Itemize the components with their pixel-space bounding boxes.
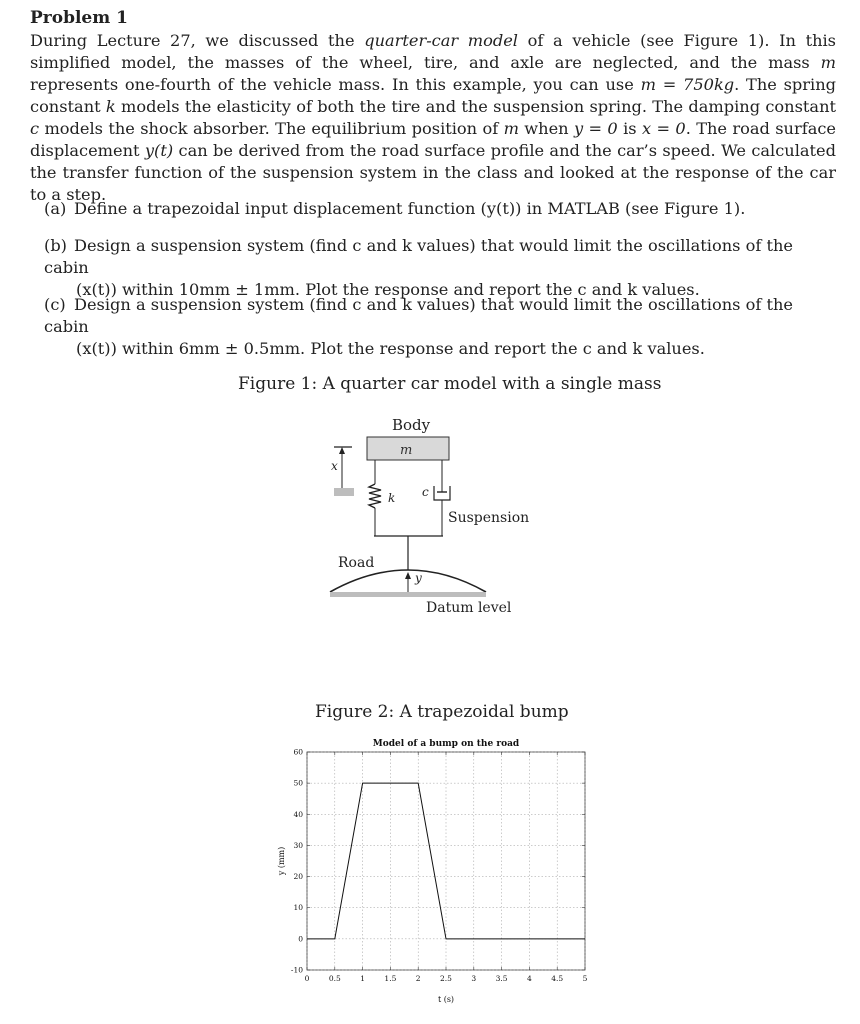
x-tick-label: 3.5 (495, 974, 508, 983)
problem-title: Problem 1 (30, 8, 128, 28)
part-label: (a) (44, 199, 67, 218)
y-tick-label: 40 (293, 809, 303, 819)
x-tick-label: 4.5 (551, 974, 564, 983)
spring-icon (369, 484, 381, 508)
part-a (44, 198, 836, 220)
figure1-caption: Figure 1: A quarter car model with a single mass (238, 374, 662, 394)
x-label: x (331, 459, 338, 473)
quarter-car-diagram (320, 410, 550, 625)
x-tick-label: 1 (360, 974, 365, 983)
c-label: c (422, 485, 429, 499)
y-tick-labels (291, 748, 303, 975)
x-tick-label: 4 (527, 974, 532, 983)
y-label: y (415, 571, 422, 585)
x-tick-label: 5 (582, 974, 588, 983)
y-tick-label: -10 (290, 965, 303, 975)
y-tick-label: 20 (293, 872, 303, 882)
road-label: Road (338, 555, 375, 571)
x-tick-label: 1.5 (384, 974, 397, 983)
bump-chart (270, 730, 600, 1010)
part-b (44, 235, 836, 301)
x-axis-label: t (s) (437, 995, 455, 1004)
x-arrowhead (339, 447, 345, 454)
part-label: (b) (44, 236, 67, 255)
y-tick-label: 60 (293, 747, 303, 757)
k-label: k (388, 491, 396, 505)
x-tick-label: 3 (471, 974, 477, 983)
y-tick-label: 50 (293, 778, 303, 788)
figure2-caption: Figure 2: A trapezoidal bump (315, 702, 569, 722)
part-text: Design a suspension system (find c and k values) that would limit the oscillations of the cabin (44, 295, 793, 336)
chart-title: Model of a bump on the road (372, 739, 520, 749)
problem-intro: During Lecture 27, we discussed the quarter-car model of a vehicle (see Figure 1). In this simplified model, the masses of the wheel, tire, and axle are neglected, and the mass m represents one-fourth of the vehicle mass. In this example, you can use m = 750kg. The spring constant k models the elasticity of both the tire and the suspension spring. The damping constant c models the shock absorber. The equilibrium position of m when y = 0 is x = 0. The road surface displacement y(t) can be derived from the road surface profile and the car’s speed. We calculated the transfer function of the suspension system in the class and looked at the response of the car to a step. (30, 31, 836, 204)
x-tick-label: 0 (304, 974, 310, 983)
body-label: Body (392, 416, 431, 434)
part-text: Design a suspension system (find c and k values) that would limit the oscillations of the cabin (44, 236, 793, 277)
x-tick-labels (305, 974, 588, 983)
part-text-cont: (x(t)) within 10mm ± 1mm. Plot the response and report the c and k values. (76, 280, 700, 299)
mass-label: m (400, 443, 413, 458)
x-ground-block (334, 488, 354, 496)
y-tick-label: 0 (298, 934, 303, 944)
datum-label: Datum level (426, 600, 512, 616)
datum-ground (330, 592, 486, 597)
y-tick-label: 30 (293, 840, 303, 850)
x-tick-label: 2 (415, 974, 421, 983)
suspension-label: Suspension (448, 510, 530, 526)
part-text: Define a trapezoidal input displacement function (y(t)) in MATLAB (see Figure 1). (74, 199, 746, 218)
x-tick-label: 2.5 (440, 974, 452, 983)
x-tick-label: 0.5 (328, 974, 341, 983)
y-axis-label: y (mm) (277, 846, 286, 876)
part-text-cont: (x(t)) within 6mm ± 0.5mm. Plot the response and report the c and k values. (76, 339, 705, 358)
part-label: (c) (44, 295, 66, 314)
y-arrowhead (405, 572, 411, 579)
y-tick-label: 10 (293, 903, 303, 913)
part-c (44, 294, 836, 360)
